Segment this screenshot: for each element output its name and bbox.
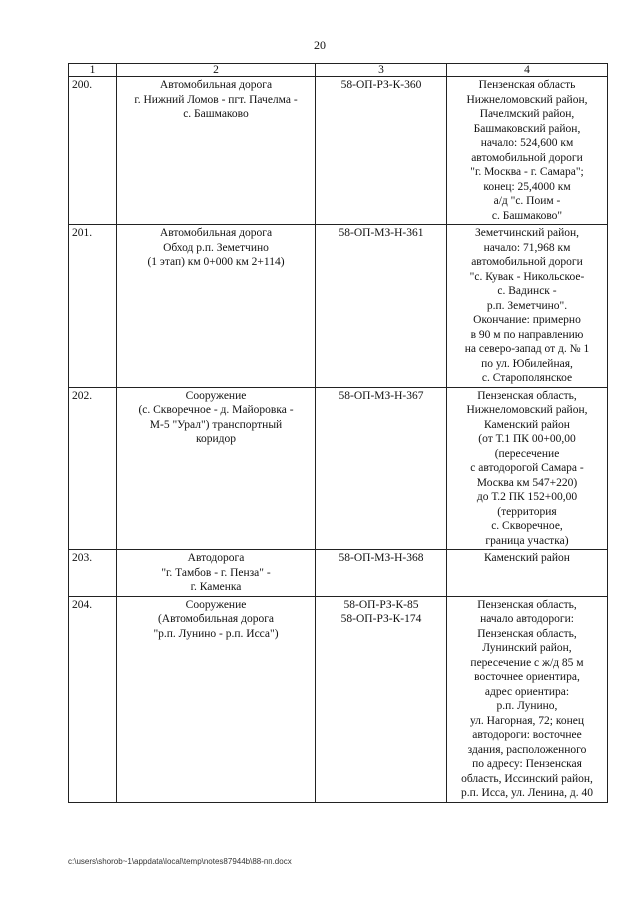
- road-name-cell: [117, 596, 316, 802]
- road-location-line: с автодорогой Самара -: [470, 462, 584, 474]
- road-code-line: 58-ОП-РЗ-К-174: [340, 613, 422, 625]
- row-number: 203.: [69, 550, 117, 597]
- road-code-cell: [316, 387, 447, 550]
- road-location-line: граница участка): [485, 534, 569, 547]
- road-location-line: Башмаковский район,: [473, 122, 581, 135]
- road-name-line: Сооружение: [185, 389, 247, 402]
- header-col-3: 3: [316, 64, 447, 77]
- road-location-line: Нижнеломовский район,: [466, 404, 588, 416]
- road-location-cell: [447, 77, 608, 225]
- road-location-line: (территория: [497, 505, 557, 518]
- road-location-line: область, Иссинский район,: [461, 772, 593, 785]
- road-name-line: с. Башмаково: [183, 108, 249, 120]
- row-number: 200.: [69, 77, 117, 225]
- road-location-line: (от Т.1 ПК 00+00,00: [478, 433, 576, 445]
- road-location-line: пересечение с ж/д 85 м: [470, 656, 584, 669]
- road-registry-table: [68, 63, 608, 803]
- road-name-line: коридор: [195, 433, 236, 445]
- road-location-line: на северо-запад от д. № 1: [464, 343, 590, 355]
- road-location-line: р.п. Исса, ул. Ленина, д. 40: [460, 787, 593, 799]
- road-location-line: адрес ориентира:: [484, 685, 570, 698]
- road-location-line: Пензенская область: [478, 79, 576, 91]
- header-col-4: 4: [447, 64, 608, 77]
- road-location-line: по адресу: Пензенская: [472, 758, 582, 770]
- road-location-cell: [447, 550, 608, 597]
- road-name-line: (Автомобильная дорога: [157, 613, 275, 625]
- road-location-line: Земетчинский район,: [474, 227, 580, 239]
- road-location-line: с. Башмаково": [491, 209, 563, 222]
- road-name-line: г. Каменка: [190, 581, 242, 593]
- road-location-line: начало автодороги:: [480, 613, 574, 625]
- row-number: 201.: [69, 225, 117, 388]
- road-location-line: "г. Москва - г. Самара";: [470, 166, 584, 178]
- road-name-cell: [117, 550, 316, 597]
- road-code-cell: [316, 77, 447, 225]
- table-row: [69, 596, 608, 802]
- road-code-cell: [316, 550, 447, 597]
- road-location-line: а/д "с. Поим -: [493, 195, 561, 207]
- header-col-1: 1: [69, 64, 117, 77]
- road-location-line: р.п. Земетчино".: [486, 299, 568, 312]
- road-name-line: Автодорога: [187, 552, 245, 564]
- road-name-line: Обход р.п. Земетчино: [163, 241, 269, 254]
- road-name-line: (с. Скворечное - д. Майоровка -: [138, 404, 294, 416]
- table-row: [69, 550, 608, 597]
- road-location-line: восточнее ориентира,: [474, 671, 580, 683]
- road-location-line: ул. Нагорная, 72; конец: [469, 714, 585, 727]
- road-code-line: 58-ОП-МЗ-Н-361: [338, 227, 424, 239]
- road-location-line: Пачелмский район,: [479, 108, 575, 120]
- road-location-line: "с. Кувак - Никольское-: [469, 270, 585, 283]
- road-location-line: в 90 м по направлению: [470, 328, 584, 341]
- road-location-line: конец: 25,4000 км: [483, 180, 571, 193]
- road-location-line: р.п. Лунино,: [496, 700, 558, 712]
- table-row: [69, 225, 608, 388]
- row-number: 202.: [69, 387, 117, 550]
- road-location-cell: [447, 596, 608, 802]
- row-number: 204.: [69, 596, 117, 802]
- road-location-line: здания, расположенного: [467, 743, 587, 756]
- road-location-line: (пересечение: [494, 447, 560, 460]
- road-name-line: Автомобильная дорога: [159, 79, 273, 91]
- road-code-line: 58-ОП-МЗ-Н-368: [338, 552, 424, 564]
- header-col-2: 2: [117, 64, 316, 77]
- road-name-cell: [117, 77, 316, 225]
- road-code-line: 58-ОП-РЗ-К-360: [340, 79, 422, 91]
- road-name-line: "г. Тамбов - г. Пенза" -: [161, 566, 271, 579]
- road-location-line: до Т.2 ПК 152+00,00: [476, 491, 578, 503]
- road-location-line: автодороги: восточнее: [472, 729, 582, 741]
- road-location-line: Лунинский район,: [482, 642, 572, 654]
- road-location-cell: [447, 387, 608, 550]
- road-location-line: Каменский район: [484, 552, 570, 564]
- table-row: [69, 77, 608, 225]
- road-location-line: Пензенская область,: [477, 627, 577, 640]
- road-name-line: "р.п. Лунино - р.п. Исса"): [153, 627, 279, 640]
- road-location-cell: [447, 225, 608, 388]
- road-location-line: автомобильной дороги: [471, 256, 583, 268]
- road-location-line: начало: 71,968 км: [483, 241, 571, 254]
- road-location-line: Москва км 547+220): [476, 476, 578, 489]
- road-code-cell: [316, 225, 447, 388]
- road-location-line: с. Старополянское: [481, 372, 573, 384]
- road-location-line: Нижнеломовский район,: [466, 93, 588, 106]
- road-code-cell: [316, 596, 447, 802]
- road-location-line: Окончание: примерно: [473, 314, 581, 326]
- road-name-line: г. Нижний Ломов - пгт. Пачелма -: [134, 93, 298, 106]
- road-code-line: 58-ОП-МЗ-Н-367: [338, 389, 424, 402]
- road-location-line: по ул. Юбилейная,: [481, 357, 573, 370]
- road-location-line: Каменский район: [484, 418, 570, 431]
- file-path-footer: c:\users\shorob~1\appdata\local\temp\notes87944b\88-пп.docx: [68, 857, 292, 866]
- road-name-line: М-5 "Урал") транспортный: [149, 418, 283, 431]
- road-name-line: Автомобильная дорога: [159, 227, 273, 239]
- road-code-line: 58-ОП-РЗ-К-85: [343, 598, 419, 611]
- road-name-cell: [117, 387, 316, 550]
- road-name-line: Сооружение: [185, 598, 247, 611]
- road-name-cell: [117, 225, 316, 388]
- road-location-line: Пензенская область,: [477, 598, 577, 611]
- road-location-line: автомобильной дороги: [471, 151, 583, 164]
- road-name-line: (1 этап) км 0+000 км 2+114): [147, 256, 285, 268]
- page-number: 20: [314, 38, 326, 52]
- road-location-line: с. Скворечное,: [491, 520, 563, 532]
- road-location-line: с. Вадинск -: [497, 285, 557, 297]
- table-header-row: [69, 64, 608, 77]
- table-row: [69, 387, 608, 550]
- road-location-line: начало: 524,600 км: [480, 137, 574, 149]
- road-location-line: Пензенская область,: [477, 389, 577, 402]
